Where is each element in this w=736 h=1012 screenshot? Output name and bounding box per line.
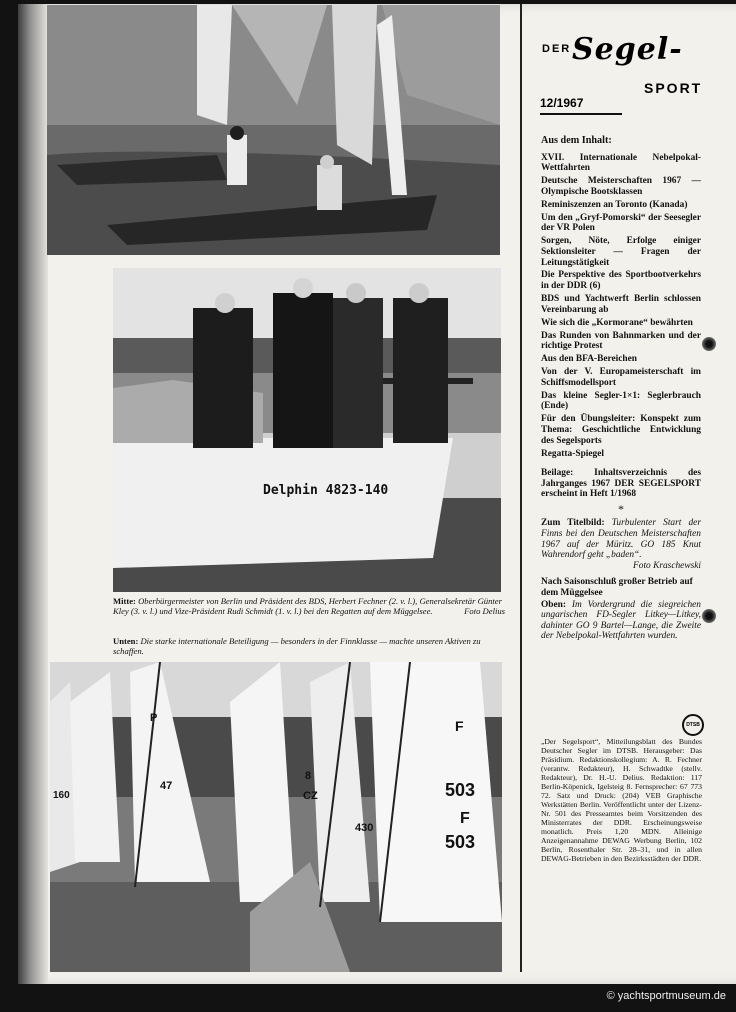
toc-item: XVII. Internationale Nebelpokal-Wettfahrten: [541, 152, 701, 174]
page-binding: [18, 4, 48, 984]
watermark-copyright: © yachtsportmuseum.de: [606, 990, 726, 1002]
masthead: [540, 32, 703, 130]
toc-heading: Aus dem Inhalt:: [541, 135, 612, 146]
caption-mitte-text: Oberbürgermeister von Berlin und Präsident des BDS, Herbert Fechner (2. v. l.), Generalsekretär Günter Kley (3. v. l.) und Vize-Präsident Rudi Schmidt (1. v. l.) bei den Regatten auf dem Müggelsee.: [113, 596, 502, 617]
sail-letter-1: F: [460, 810, 470, 827]
caption-mitte-credit: Foto Delius: [464, 606, 505, 617]
photo-officials-motorboat: [113, 268, 501, 592]
oben-label: Oben:: [541, 599, 567, 610]
imprint-text: „Der Segelsport“, Mitteilungsblatt des Bundes Deutscher Segler im DTSB. Herausgeber: Das Präsidium. Redaktionskollegium: A. R. Fechner (verantw. Redakteur), H. Schwadtke (stellv. Redakteur), Dr. H.-U. Delius. Redaktion: 117 Berlin-Köpenick, Igelsteig 8. Fernsprecher: 67 773 72. Satz und Druck: (204) VEB Graphische Werkstätten Berlin. Veröffentlicht unter der Lizenz-Nr. 501 des Presseamtes beim Vorsitzenden des Ministerrates der DDR. Erscheinungsweise monatlich. Preis 1,20 MDN. Alleinige Anzeigenannahme DEWAG Werbung Berlin, 102 Berlin, Rosenthaler Str. 28–31, und in allen DEWAG-Betrieben in den Bezirksstädten der DDR.: [541, 737, 702, 863]
toc-item: Aus den BFA-Bereichen: [541, 354, 638, 365]
masthead-der: DER: [542, 43, 572, 55]
column-divider: [520, 4, 522, 972]
sail-number-5: 47: [160, 780, 173, 792]
dtsb-logo-icon: DTSB: [682, 714, 704, 736]
toc-item: Für den Übungsleiter: Konspekt zum Thema: Geschichtliche Entwicklung des Segelsports: [541, 414, 701, 446]
cover-note-text: Turbulenter Start der Finns bei den Deutschen Meisterschaften 1967 auf der Müritz. GO 185 Knut Wahrendorf geht „baden“.: [541, 518, 701, 561]
toc-item: Reminiszenzen an Toronto (Kanada): [541, 199, 688, 210]
photo-finn-dinghies: [50, 662, 502, 972]
caption-bottom-photo: [113, 636, 505, 657]
masthead-sport: SPORT: [644, 80, 703, 96]
issue-number: 12/1967: [540, 96, 584, 110]
separator-star: *: [618, 501, 624, 516]
caption-unten-label: Unten:: [113, 636, 139, 646]
masthead-segel: Segel-: [572, 32, 683, 67]
caption-mitte-label: Mitte:: [113, 596, 136, 606]
cover-note-label: Zum Titelbild:: [541, 518, 605, 529]
caption-middle-photo: [113, 596, 505, 617]
caption-unten-text: Die starke internationale Beteiligung — besonders in der Finnklasse — machte unseren Aktiven zu schaffen.: [113, 636, 481, 657]
punch-hole-icon: [702, 609, 716, 623]
toc-item: Das Runden von Bahnmarken und der richtige Protest: [541, 330, 701, 352]
sail-number-6: 160: [53, 790, 70, 801]
sail-number-1: 503: [445, 780, 476, 800]
cover-note-credit: Foto Kraschewski: [633, 560, 701, 571]
punch-hole-icon: [702, 337, 716, 351]
toc-item: Deutsche Meisterschaften 1967 — Olympische Bootsklassen: [541, 176, 701, 197]
sail-letter-4: P: [150, 712, 158, 724]
sail-number-2: 503: [445, 832, 476, 852]
sail-letter-2: F: [455, 718, 464, 734]
boat-name-lettering: Delphin 4823-140: [263, 483, 389, 498]
toc-item: Um den „Gryf-Pomorski“ der Seesegler der VR Polen: [541, 212, 701, 234]
season-end-heading: Nach Saisonschluß großer Betrieb auf dem Müggelsee: [541, 577, 693, 599]
toc-item: Sorgen, Nöte, Erfolge einiger Sektionsleiter — Fragen der Leitungstätigkeit: [541, 236, 701, 268]
toc-item: Die Perspektive des Sportbootverkehrs in der DDR (6): [541, 270, 701, 292]
table-of-contents: [541, 136, 701, 642]
sail-number-4: 8: [305, 770, 312, 782]
photo-sailing-dinghies: [47, 5, 500, 255]
cover-note: [541, 518, 701, 571]
toc-item: Wie sich die „Kormorane“ bewährten: [541, 317, 693, 328]
toc-item: Das kleine Segler-1×1: Seglerbrauch (Ende): [541, 390, 701, 412]
top-photo-caption: [541, 600, 701, 642]
toc-item: BDS und Yachtwerft Berlin schlossen Vereinbarung ab: [541, 294, 701, 315]
oben-text: Im Vordergrund die siegreichen ungarischen FD-Segler Litkey—Litkey, dahinter GO 9 Bartel—Lange, die Zweite der Nebelpokal-Wettfahrten wurden.: [541, 599, 701, 642]
masthead-rule: [540, 113, 622, 115]
toc-item: Von der V. Europameisterschaft im Schiffsmodellsport: [541, 367, 701, 388]
sail-letter-3: CZ: [303, 790, 318, 802]
toc-beilage: Beilage: Inhaltsverzeichnis des Jahrganges 1967 DER SEGELSPORT erscheint in Heft 1/1968: [541, 468, 701, 500]
sail-number-3: 430: [355, 822, 374, 834]
toc-item: Regatta-Spiegel: [541, 448, 605, 459]
